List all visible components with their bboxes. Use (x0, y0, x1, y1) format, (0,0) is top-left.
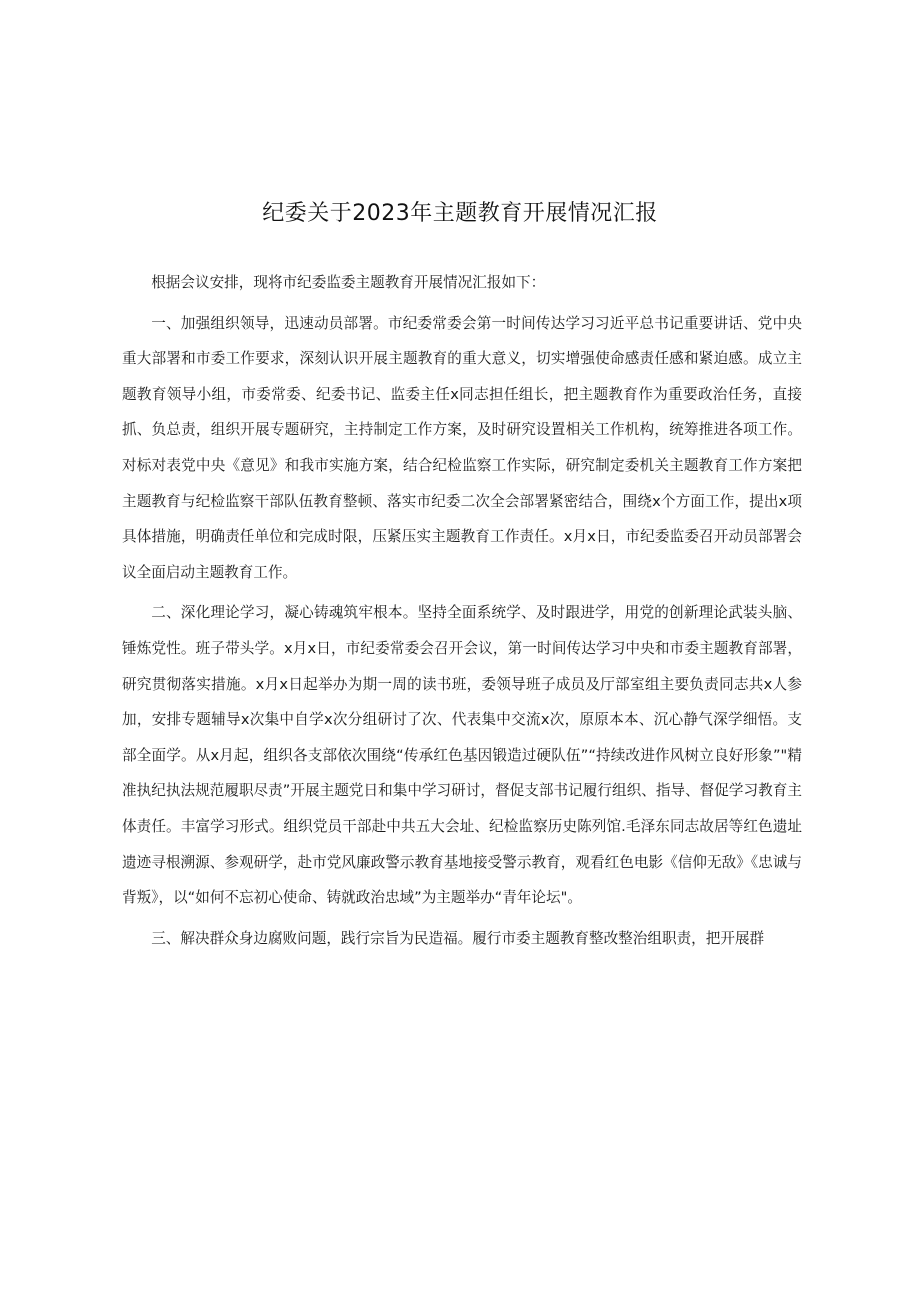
section-1-paragraph: 一、加强组织领导，迅速动员部署。市纪委常委会第一时间传达学习习近平总书记重要讲话、党中央重大部署和市委工作要求，深刻认识开展主题教育的重大意义，切实增强使命感责任感和紧迫感。成立主题教育领导小组，市委常委、纪委书记、监委主任x同志担任组长，把主题教育作为重要政治任务，直接抓、负总责，组织开展专题研究，主持制定工作方案，及时研究设置相关工作机构，统筹推进各项工作。对标对表党中央《意见》和我市实施方案，结合纪检监察工作实际，研究制定委机关主题教育工作方案把主题教育与纪检监察干部队伍教育整顿、落实市纪委二次全会部署紧密结合，围绕x个方面工作，提出x项具体措施，明确责任单位和完成时限，压紧压实主题教育工作责任。x月x日，市纪委监委召开动员部署会议全面启动主题教育工作。 (122, 314, 802, 581)
section-3-paragraph: 三、解决群众身边腐败问题，践行宗旨为民造福。履行市委主题教育整改整治组职责，把开展群 (151, 929, 765, 947)
intro-paragraph: 根据会议安排，现将市纪委监委主题教育开展情况汇报如下： (151, 274, 546, 291)
section-2-paragraph: 二、深化理论学习，凝心铸魂筑牢根本。坚持全面系统学、及时跟进学，用党的创新理论武装头脑、锤炼党性。班子带头学。x月x日，市纪委常委会召开会议，第一时间传达学习中央和市委主题教育部署，研究贯彻落实措施。x月x日起举办为期一周的读书班，委领导班子成员及厅部室组主要负责同志共x人参加，安排专题辅导x次集中自学x次分组研讨了次、代表集中交流x次，原原本本、沉心静气深学细悟。支部全面学。从x月起，组织各支部依次围绕“传承红色基因锻造过硬队伍”“持续改进作风树立良好形象”"精准执纪执法规范履职尽责”开展主题党日和集中学习研讨，督促支部书记履行组织、指导、督促学习教育主体责任。丰富学习形式。组织党员干部赴中共五大会址、纪检监察历史陈列馆.毛泽东同志故居等红色遗址遗迹寻根溯源、参观研学，赴市党风廉政警示教育基地接受警示教育，观看红色电影《信仰无敌》《忠诚与背叛》，以“如何不忘初心使命、铸就政治忠域”为主题举办“青年论坛"。 (122, 604, 802, 907)
document-body (122, 265, 802, 956)
document-title: 纪委关于2023年主题教育开展情况汇报 (262, 201, 658, 226)
